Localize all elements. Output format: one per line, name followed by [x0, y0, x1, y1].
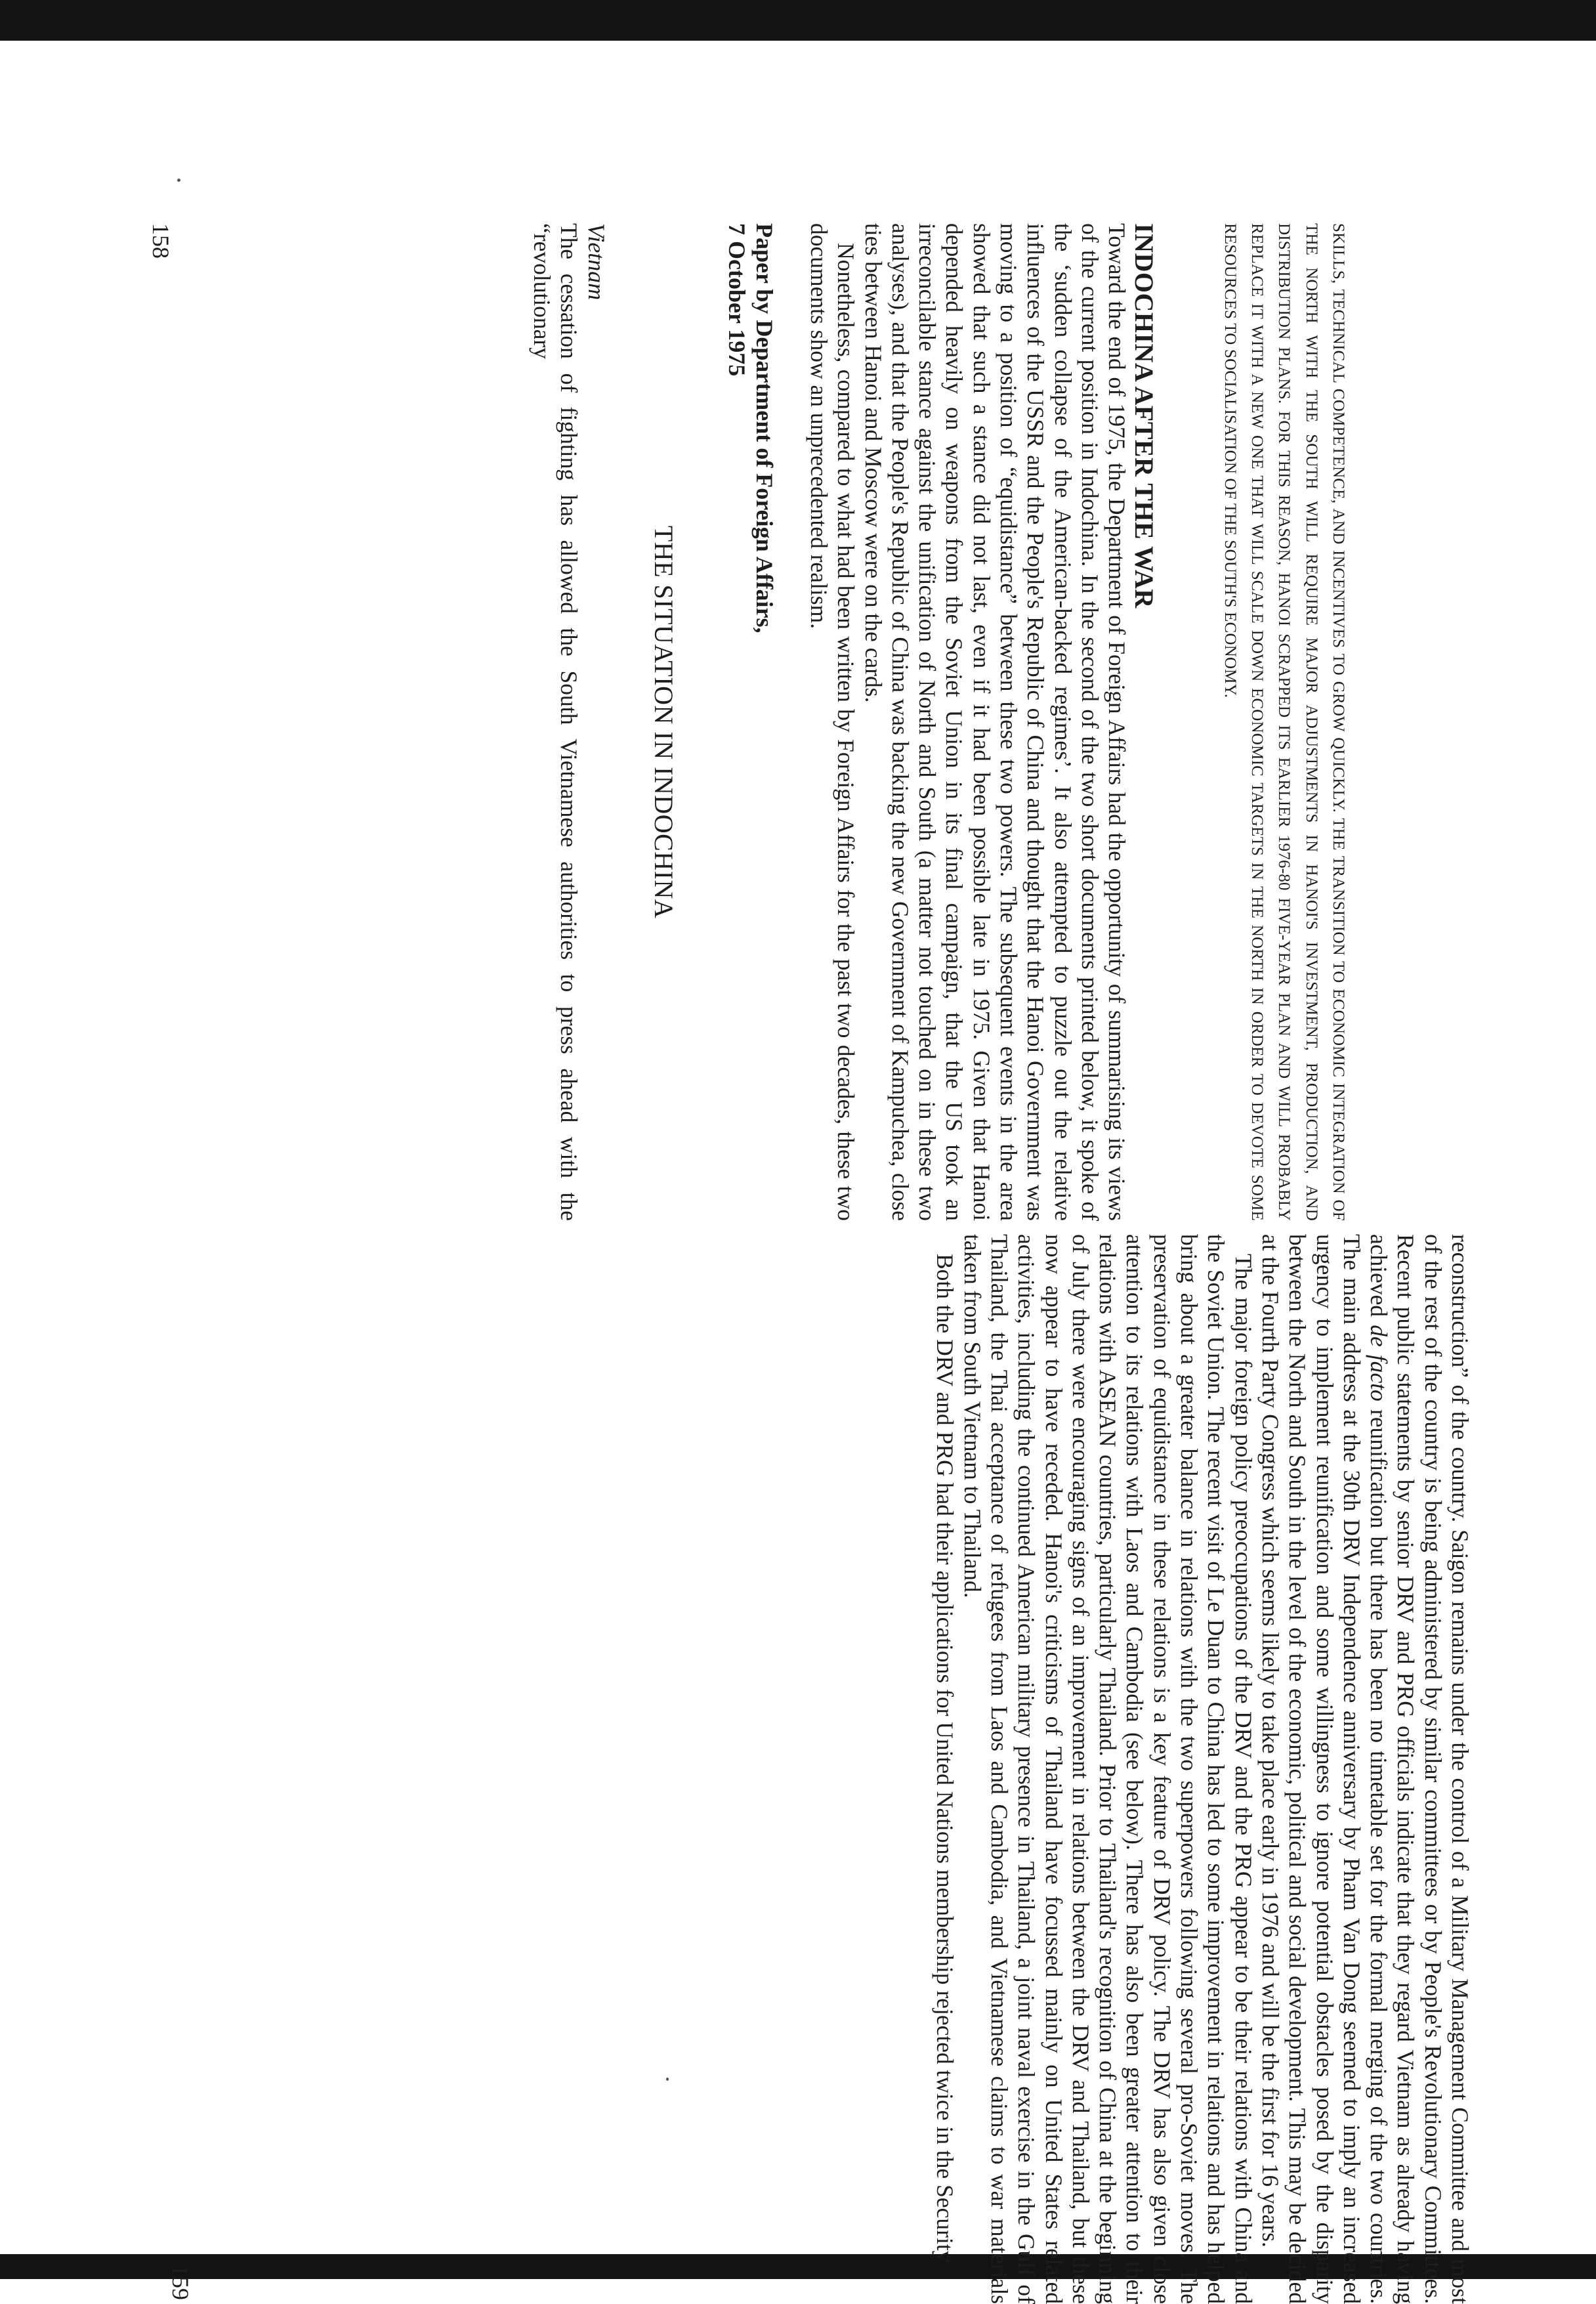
reconstruction-paragraph [1257, 1234, 1473, 2304]
document-title: THE SITUATION IN INDOCHINA [649, 525, 679, 919]
foreign-policy-paragraph: The major foreign policy preoccupations of the DRV and the PRG appear to be their relations with China and the Soviet Union. The recent visit of Le Duan to China has led to some improvement in relations and has helped bring about a greater balance in relations with the two superpowers following several pro-Soviet moves. The preservation of equidistance in these relations is a key feature of DRV policy. The DRV has also given close attention to its relations with Laos and Cambodia (see below). There has also been greater attention to their relations with ASEAN countries, particularly Thailand. Prior to Thailand's recognition of China at the beginning of July there were encouraging signs of an improvement in relations between the DRV and Thailand, but these now appear to have receded. Hanoi's criticisms of Thailand have focussed mainly on United States related activities, including the continued American military presence in Thailand, a joint naval exercise in the Gulf of Thailand, the Thai acceptance of refugees from Laos and Cambodia, and Vietnamese claims to war materials taken from South Vietnam to Thailand. [959, 1234, 1257, 2304]
scan-speck [177, 179, 180, 182]
section-heading: INDOCHINA AFTER THE WAR [1129, 223, 1159, 608]
reconstruction-text-cont: reunification but there has been no timetable set for the formal merging of the two countries. The main address at the 30th DRV Independence anniversary by Pham Van Dong seemed to imply an increased urgency to implement reunification and some willingness to ignore potential obstacles posed by the disparity between the North and South in the level of the economic, political and social development. This may be decided at the Fourth Party Congress which seems likely to take place early in 1976 and will be the first for 16 years. [1257, 1234, 1393, 2304]
de-facto-italic: de facto [1366, 1325, 1393, 1401]
page-159-column [931, 1234, 1473, 2304]
page-159 [161, 1234, 1473, 2304]
page-158-column [528, 223, 1352, 1221]
reconstruction-text: reconstruction” of the country. Saigon remains under the control of a Military Management Committee and most of the rest of the country is being administered by similar committees or by People's Revolutionary Committees. Recent public statements by senior DRV and PRG officials indicate that they regard Vietnam as already having achieved [1366, 1234, 1473, 2304]
page-158 [138, 223, 1352, 1221]
intro-paragraph: Toward the end of 1975, the Department of Foreign Affairs had the opportunity of summarising its views of the current position in Indochina. In the second of the two short documents printed below, it spoke of the ‘sudden collapse of the American-backed regimes’. It also attempted to puzzle out the relative influences of the USSR and the People's Republic of China and thought that the Hanoi Government was moving to a position of “equidistance” between these two powers. The subsequent events in the area showed that such a stance did not last, even if it had been possible late in 1975. Given that Hanoi depended heavily on weapons from the Soviet Union in its final campaign, that the US took an irreconcilable stance against the unification of North and South (a matter not touched on in these two analyses), and that the People's Republic of China was backing the new Government of Kampuchea, close ties between Hanoi and Moscow were on the cards. [860, 223, 1131, 1221]
page-number: 158 [148, 223, 174, 259]
paper-date-line: 7 October 1975 [724, 223, 751, 377]
vietnam-paragraph: The cessation of fighting has allowed the South Vietnamese authorities to press ahead with the “revolutionary [529, 223, 583, 1221]
un-membership-paragraph: Both the DRV and PRG had their applications for United Nations membership rejected twice in the Security [932, 1254, 959, 2263]
scan-edge-top [0, 0, 1596, 41]
page-number: 159 [167, 2265, 194, 2300]
summary-paragraph: SKILLS, TECHNICAL COMPETENCE, AND INCENTIVES TO GROW QUICKLY. THE TRANSITION TO ECONOMIC INTEGRATION OF THE NORTH WITH THE SOUTH WILL REQUIRE MAJOR ADJUSTMENTS IN HANOI'S INVESTMENT, PRODUCTION, AND DISTRIBUTION PLANS. FOR THIS REASON, HANOI SCRAPPED ITS EARLIER 1976-80 FIVE-YEAR PLAN AND WILL PROBABLY REPLACE IT WITH A NEW ONE THAT WILL SCALE DOWN ECONOMIC TARGETS IN THE NORTH IN ORDER TO DEVOTE SOME RESOURCES TO SOCIALISATION OF THE SOUTH'S ECONOMY. [1221, 223, 1347, 1221]
vietnam-subheading: Vietnam [583, 223, 610, 301]
paper-source-line: Paper by Department of Foreign Affairs, [751, 223, 778, 633]
realism-paragraph: Nonetheless, compared to what had been written by Foreign Affairs for the past two decades, these two documents show an unprecedented realism. [805, 223, 860, 1221]
